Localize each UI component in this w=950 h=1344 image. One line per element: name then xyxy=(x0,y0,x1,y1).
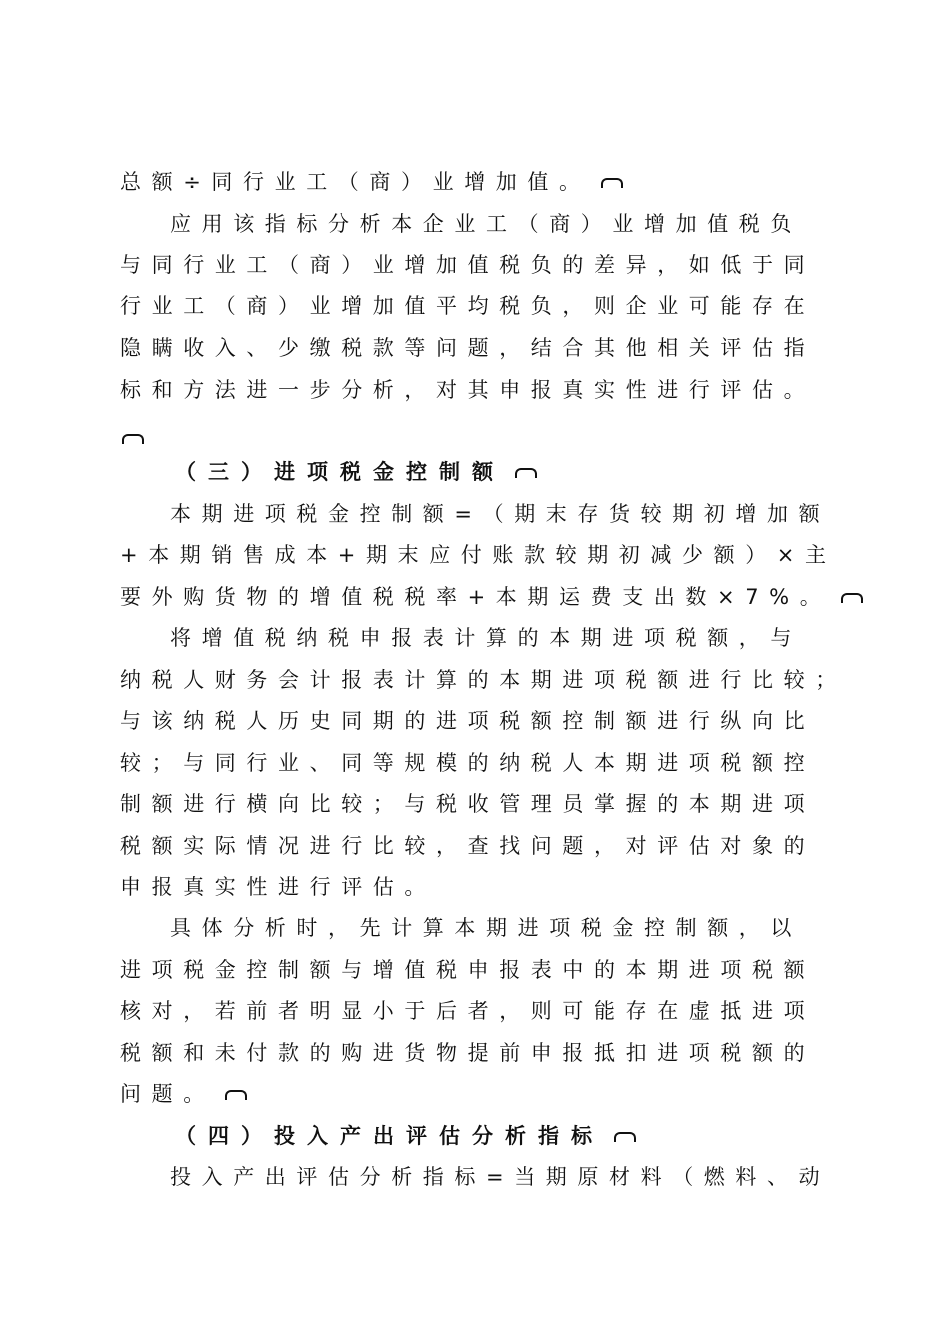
section-heading-text: （四）投入产出评估分析指标 xyxy=(175,1124,604,1148)
paragraph-mark-icon xyxy=(601,178,623,188)
text-line-content: 总额÷同行业工（商）业增加值。 xyxy=(120,170,591,194)
text-line xyxy=(120,292,840,320)
text-line xyxy=(170,914,840,942)
text-line xyxy=(170,210,840,238)
text-line-content: 投入产出评估分析指标=当期原材料（燃料、动 xyxy=(170,1165,831,1189)
text-line-content: 较；与同行业、同等规模的纳税人本期进项税额控 xyxy=(120,751,816,775)
text-line-content: 申报真实性进行评估。 xyxy=(120,875,436,899)
text-line xyxy=(120,666,847,694)
text-line xyxy=(170,500,840,528)
text-line-content: 标和方法进一步分析，对其申报真实性进行评估。 xyxy=(120,378,816,402)
paragraph-mark-icon xyxy=(122,434,144,444)
text-line xyxy=(120,334,840,362)
text-line-content: 与该纳税人历史同期的进项税额控制额进行纵向比 xyxy=(120,709,816,733)
text-line xyxy=(120,873,840,901)
text-line xyxy=(120,790,840,818)
text-line xyxy=(120,956,840,984)
text-line xyxy=(120,251,840,279)
text-line-content: 税额和未付款的购进货物提前申报抵扣进项税额的 xyxy=(120,1041,816,1065)
text-line xyxy=(120,376,840,404)
text-line xyxy=(170,624,840,652)
text-line xyxy=(120,1039,840,1067)
text-line-content: 隐瞒收入、少缴税款等问题，结合其他相关评估指 xyxy=(120,336,816,360)
text-line xyxy=(120,168,840,196)
text-line-content: 要外购货物的增值税税率+本期运费支出数×7%。 xyxy=(120,585,832,609)
text-line-content: 制额进行横向比较；与税收管理员掌握的本期进项 xyxy=(120,792,816,816)
text-line-content: 行业工（商）业增加值平均税负，则企业可能存在 xyxy=(120,294,816,318)
section-heading xyxy=(175,458,895,486)
text-line-content: 应用该指标分析本企业工（商）业增加值税负 xyxy=(170,212,802,236)
text-line-content: 纳税人财务会计报表计算的本期进项税额进行比较； xyxy=(120,668,847,692)
text-line xyxy=(120,997,840,1025)
text-line-content: 将增值税纳税申报表计算的本期进项税额，与 xyxy=(170,626,802,650)
text-line xyxy=(120,1080,840,1108)
paragraph-mark-icon xyxy=(614,1132,636,1142)
text-line xyxy=(120,583,840,611)
text-line-content: 与同行业工（商）业增加值税负的差异，如低于同 xyxy=(120,253,816,277)
paragraph-mark-icon xyxy=(841,593,863,603)
section-heading xyxy=(175,1122,895,1150)
paragraph-mark-icon xyxy=(225,1090,247,1100)
text-line-content: 本期进项税金控制额=（期末存货较期初增加额 xyxy=(170,502,831,526)
text-line xyxy=(170,1163,840,1191)
section-heading-text: （三）进项税金控制额 xyxy=(175,460,505,484)
text-line xyxy=(120,749,840,777)
paragraph-mark-icon xyxy=(515,468,537,478)
text-line xyxy=(120,541,840,569)
text-line xyxy=(120,707,840,735)
text-line xyxy=(120,832,840,860)
text-line-content: 核对，若前者明显小于后者，则可能存在虚抵进项 xyxy=(120,999,816,1023)
text-line-content: 税额实际情况进行比较，查找问题，对评估对象的 xyxy=(120,834,816,858)
text-line-content: 进项税金控制额与增值税申报表中的本期进项税额 xyxy=(120,958,816,982)
text-line-content: +本期销售成本+期末应付账款较期初减少额）×主 xyxy=(120,543,837,567)
text-line-content: 具体分析时，先计算本期进项税金控制额，以 xyxy=(170,916,802,940)
text-line-content: 问题。 xyxy=(120,1082,215,1106)
